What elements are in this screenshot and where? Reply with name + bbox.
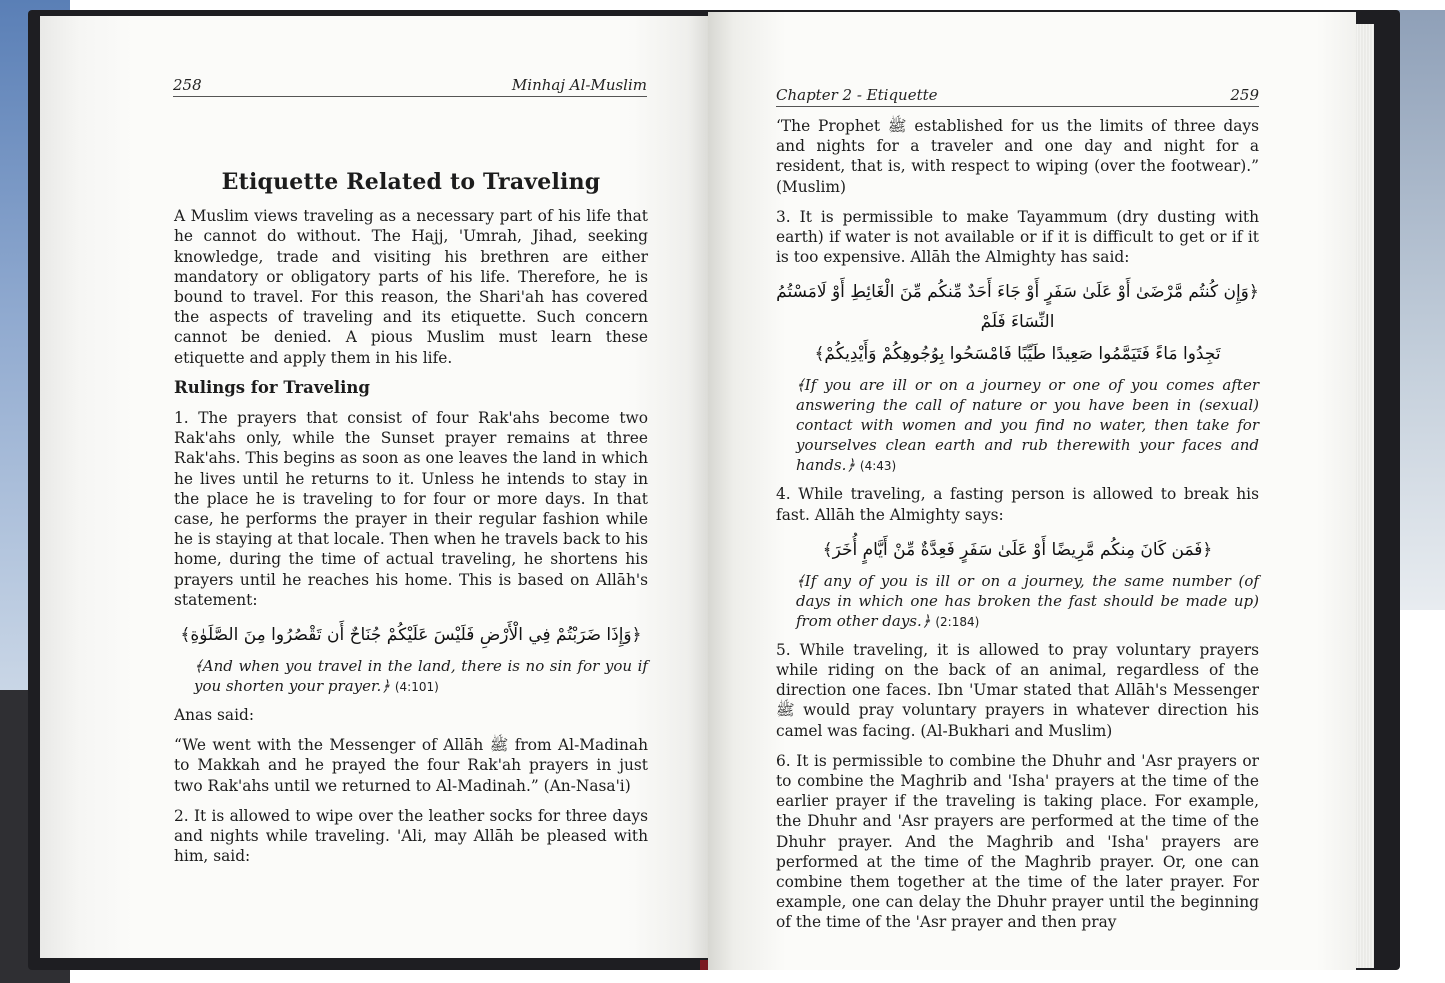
hadith-continuation: ‘The Prophet ﷺ established for us the limits of three days and nights for a traveler and one day and night for a resident, that is, with respect to wiping (over the footwear).” (Muslim) (776, 117, 1260, 196)
intro-paragraph: A Muslim views traveling as a necessary part of his life that he cannot do without. The Hajj, 'Umrah, Jihad, seeking knowledge, trade and visiting his brethren are either mandatory or obligatory parts of his life. Therefore, he is bound to travel. For this reason, the Shari'ah has covered the aspects of traveling and its etiquette. Such concern cannot be denied. A pious Muslim must learn these etiquette and apply them in his life. (174, 207, 648, 367)
verse-translation (796, 375, 1259, 476)
running-title: Minhaj Al-Muslim (511, 76, 647, 94)
arabic-verse: ﴿وَإِن كُنتُم مَّرْضَىٰ أَوْ عَلَىٰ سَفَرٍ أَوْ جَاءَ أَحَدٌ مِّنكُم مِّنَ الْغَائِطِ أَوْ لَامَسْتُمُ النِّسَاءَ فَلَمْ (776, 282, 1259, 333)
page-number: 258 (173, 76, 202, 94)
verse-reference: (2:184) (935, 614, 980, 629)
hadith-quote: “We went with the Messenger of Allāh ﷺ from Al-Madinah to Makkah and he prayed the four Rak'ah prayers in just two Rak'ahs until we returned to Al-Madinah.” (An-Nasa'i) (174, 736, 648, 795)
section-heading: Rulings for Traveling (174, 377, 370, 397)
right-running-header (776, 86, 1259, 107)
rule-1: 1. The prayers that consist of four Rak'ahs become two Rak'ahs only, while the Sunset prayer remains at three Rak'ahs. This begins as soon as one leaves the land in which he lives until he returns to it. Unless he intends to stay in the place he is traveling to for four or more days. In that case, he performs the prayer in their regular fashion while he is staying at that locale. Then when he travels back to his home, during the time of actual traveling, he shortens his prayers until he reaches his home. This is based on Allāh's statement: (174, 409, 648, 609)
translation-text: ﴾If any of you is ill or on a journey, the same number (of days in which one has broken the fast should be made up) from other days.﴿ (796, 571, 1259, 630)
arabic-verse: تَجِدُوا مَاءً فَتَيَمَّمُوا صَعِيدًا طَيِّبًا فَامْسَحُوا بِوُجُوهِكُمْ وَأَيْدِيكُمْ﴾ (814, 344, 1221, 365)
rule-5: 5. While traveling, it is allowed to pray voluntary prayers while riding on the back of an animal, regardless of the direction one faces. Ibn 'Umar stated that Allāh's Messenger ﷺ would pray voluntary prayers in whatever direction his camel was facing. (Al-Bukhari and Muslim) (776, 640, 1259, 740)
right-page (708, 12, 1356, 970)
anas-said: Anas said: (174, 706, 255, 725)
left-page (40, 16, 708, 958)
rule-4: 4. While traveling, a fasting person is allowed to break his fast. Allāh the Almighty says: (776, 485, 1259, 524)
rule-6: 6. It is permissible to combine the Dhuhr and 'Asr prayers or to combine the Maghrib and 'Isha' prayers at the time of the earlier prayer if the traveling is taking place. For example, the Dhuhr and 'Asr prayers are performed at the time of the Dhuhr prayer. And the Maghrib and 'Isha' prayers are performed at the time of the Maghrib prayer. Or, one can combine them together at the time of the later prayer. For example, one can delay the Dhuhr prayer until the beginning of the time of the 'Asr prayer and then pray (776, 751, 1259, 932)
verse-translation (796, 571, 1259, 632)
running-title: Chapter 2 - Etiquette (776, 86, 938, 104)
rule-3: 3. It is permissible to make Tayammum (dry dusting with earth) if water is not available or if it is difficult to get or if it is too expensive. Allāh the Almighty has said: (776, 207, 1259, 267)
translation-text: ﴾If you are ill or on a journey or one of you comes after answering the call of nature or you have been in (sexual) contact with women and you find no water, then take for yourselves clean earth and rub therewith your faces and hands.﴿ (796, 376, 1259, 475)
translation-text: ﴾And when you travel in the land, there is no sin for you if you shorten your prayer.﴿ (194, 657, 648, 696)
right-column (776, 116, 1259, 943)
verse-reference: (4:43) (859, 459, 897, 474)
page-edges (1356, 24, 1374, 968)
arabic-verse: ﴿وَإِذَا ضَرَبْتُمْ فِي الْأَرْضِ فَلَيْسَ عَلَيْكُمْ جُنَاحٌ أَن تَقْصُرُوا مِنَ الصَّلَوٰةِ﴾ (180, 625, 642, 646)
left-running-header (173, 76, 647, 97)
left-column (174, 169, 648, 876)
rule-2: 2. It is allowed to wipe over the leather socks for three days and nights while traveling. 'Ali, may Allāh be pleased with him, said: (174, 806, 648, 866)
verse-reference: (4:101) (394, 680, 439, 695)
page-number: 259 (1230, 86, 1259, 104)
chapter-heading: Etiquette Related to Traveling (221, 169, 601, 195)
verse-translation (194, 656, 648, 697)
arabic-verse: ﴿فَمَن كَانَ مِنكُم مَّرِيضًا أَوْ عَلَىٰ سَفَرٍ فَعِدَّةٌ مِّنْ أَيَّامٍ أُخَرَ﴾ (822, 539, 1213, 560)
